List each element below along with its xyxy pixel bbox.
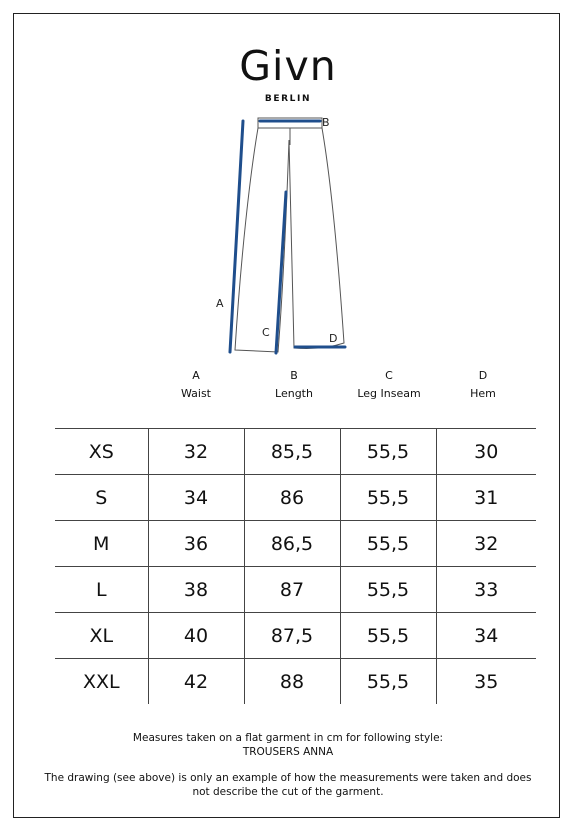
table-row [55,613,536,659]
hem-cell: 32 [436,521,536,567]
marker-c: C [262,326,270,339]
disclaimer-line: The drawing (see above) is only an example of how the measurements were taken and does [44,772,532,784]
brand-location: BERLIN [264,94,312,104]
brand-logo: Givn [239,42,337,90]
size-cell: M [55,521,148,567]
column-letter: B [290,369,298,382]
table-row [55,659,536,705]
column-letter: C [385,369,393,382]
inseam-cell: 55,5 [340,659,436,705]
column-letter: D [478,369,488,382]
marker-b: B [322,116,330,129]
waist-cell: 38 [148,567,244,613]
hem-cell: 30 [436,429,536,475]
note-line: Measures taken on a flat garment in cm for following style: [132,732,444,744]
size-cell: XXL [55,659,148,705]
measurement-note [30,731,546,759]
length-cell: 87 [244,567,340,613]
style-name: TROUSERS ANNA [242,746,334,758]
column-name: Hem [470,387,496,400]
column-header-hem [435,367,531,403]
length-cell: 86,5 [244,521,340,567]
left-leg-outline [235,128,289,352]
inseam-cell: 55,5 [340,567,436,613]
marker-a: A [216,297,224,310]
hem-cell: 34 [436,613,536,659]
waist-cell: 40 [148,613,244,659]
size-cell: S [55,475,148,521]
column-name: Leg Inseam [357,387,421,400]
disclaimer-line: not describe the cut of the garment. [192,786,384,798]
hem-cell: 33 [436,567,536,613]
column-letter: A [192,369,200,382]
measure-line-a [230,121,243,352]
measure-line-c [276,192,286,353]
right-leg-outline [289,128,344,348]
marker-d: D [329,332,338,345]
table-row [55,429,536,475]
length-cell: 87,5 [244,613,340,659]
disclaimer [30,771,546,799]
inseam-cell: 55,5 [340,475,436,521]
size-cell: L [55,567,148,613]
size-cell: XL [55,613,148,659]
inseam-cell: 55,5 [340,613,436,659]
size-cell: XS [55,429,148,475]
table-row [55,521,536,567]
column-header-waist [148,367,244,403]
inseam-cell: 55,5 [340,429,436,475]
waist-cell: 36 [148,521,244,567]
size-chart-table [55,428,536,704]
column-name: Length [275,387,313,400]
length-cell: 88 [244,659,340,705]
inseam-cell: 55,5 [340,521,436,567]
column-name: Waist [180,387,211,400]
length-cell: 85,5 [244,429,340,475]
length-cell: 86 [244,475,340,521]
table-row [55,475,536,521]
hem-cell: 35 [436,659,536,705]
hem-cell: 31 [436,475,536,521]
column-header-leg-inseam [341,367,437,403]
waist-cell: 32 [148,429,244,475]
waist-cell: 34 [148,475,244,521]
table-row [55,567,536,613]
trousers-measurement-diagram [0,0,576,370]
waist-cell: 42 [148,659,244,705]
column-header-length [246,367,342,403]
